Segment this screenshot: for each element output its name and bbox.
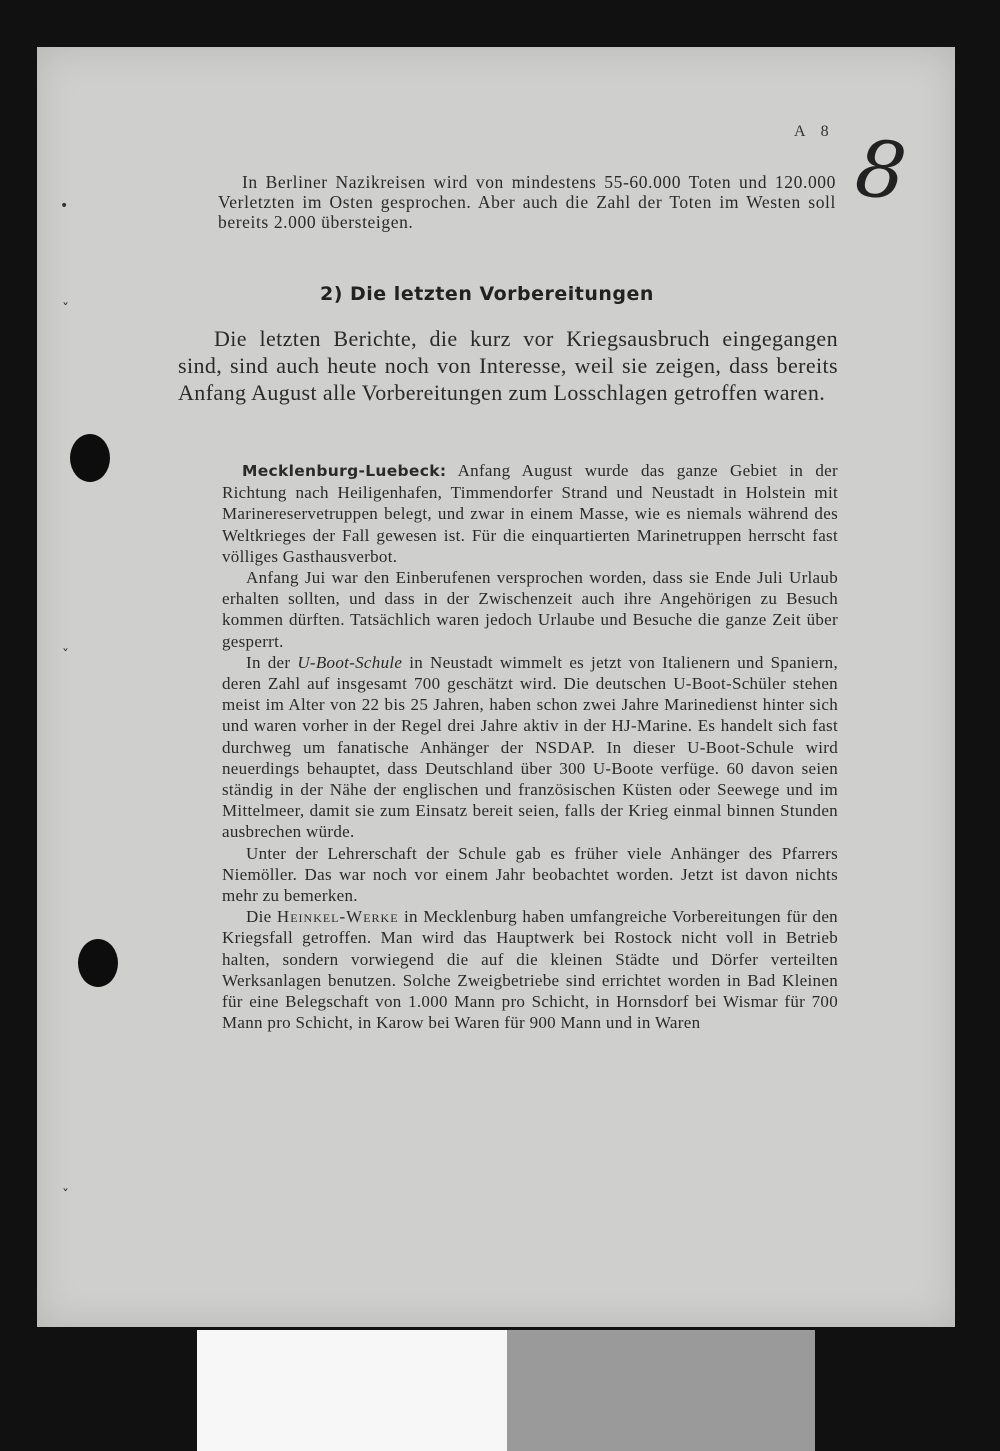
report-paragraph-text: Die bbox=[246, 907, 272, 927]
lead-paragraph: Die letzten Berichte, die kurz vor Kriegsausbruch eingegangen sind, sind auch heute noch von Interesse, weil sie zeigen, dass bereits Anfang August alle Vorbereitungen zum Losschlagen getroffen waren. bbox=[178, 326, 838, 405]
margin-mark: • bbox=[60, 198, 69, 214]
company-name: Heinkel-Werke bbox=[276, 907, 399, 927]
report-paragraph bbox=[222, 460, 838, 567]
region-label: Mecklenburg-Luebeck: bbox=[242, 462, 447, 480]
report-paragraph: Anfang Jui war den Einberufenen versprochen worden, dass sie Ende Juli Urlaub erhalten sollten, und dass in der Zwischenzeit auch ihre Angehörigen zu Besuch kommen dürften. Tatsächlich waren jedoch Urlaube und Besuche die ganze Zeit über gesperrt. bbox=[222, 568, 838, 651]
report-section bbox=[222, 460, 838, 1033]
report-paragraph-text: In der bbox=[246, 652, 291, 672]
margin-mark: ˇ bbox=[62, 302, 69, 318]
report-paragraph-text: Anfang August wurde das ganze Gebiet in der Richtung nach Heiligenhafen, Timmendorfer Strand und Neustadt in Holstein mit Marinereservetruppen belegt, und zwar in einem Masse, wie es niemals während des Weltkrieges der Fall gewesen ist. Für die einquartierten Marinetruppen herrscht fast völliges Gasthausverbot. bbox=[222, 461, 838, 566]
report-paragraph: Unter der Lehrerschaft der Schule gab es früher viele Anhänger des Pfarrers Niemöller. Das war noch vor einem Jahr beobachtet worden. Jetzt ist davon nichts mehr zu bemerken. bbox=[222, 843, 838, 906]
handwritten-page-number: 8 bbox=[851, 123, 911, 219]
margin-mark: ˇ bbox=[62, 1188, 69, 1204]
intro-paragraph: In Berliner Nazikreisen wird von mindestens 55-60.000 Toten und 120.000 Verletzten im Osten gesprochen. Aber auch die Zahl der Toten im Westen soll bereits 2.000 übersteigen. bbox=[218, 172, 836, 232]
section-heading: 2) Die letzten Vorbereitungen bbox=[320, 283, 654, 305]
page-marker: A 8 bbox=[794, 123, 835, 140]
report-paragraph-text: in Mecklenburg haben umfangreiche Vorbereitungen für den Kriegsfall getroffen. Man wird das Hauptwerk bei Rostock nicht voll in Betrieb halten, sondern vorwiegend die auf die kleinen Städte und Dörfer verteilten Werksanlagen benutzen. Solche Zweigbetriebe sind errichtet worden in Bad Kleinen für eine Belegschaft von 1.000 Mann pro Schicht, in Hornsdorf bei Wismar für 700 Mann pro Schicht, in Karow bei Waren für 900 Mann und in Waren bbox=[222, 907, 838, 1033]
calibration-strip-white bbox=[197, 1330, 507, 1451]
margin-mark: ˇ bbox=[62, 648, 69, 664]
report-paragraph-text: in Neustadt wimmelt es jetzt von Italienern und Spaniern, deren Zahl auf insgesamt 700 geschätzt wird. Die deutschen U-Boot-Schüler stehen meist im Alter von 22 bis 25 Jahren, haben schon zwei Jahre Marinedienst hinter sich und waren vorher in der Regel drei Jahre aktiv in der HJ-Marine. Es handelt sich fast durchweg um fanatische Anhänger der NSDAP. In dieser U-Boot-Schule wird neuerdings behauptet, dass Deutschland über 300 U-Boote verfüge. 60 davon seien ständig in der Nähe der englischen und französischen Küsten oder Seewege und im Mittelmeer, damit sie zum Einsatz bereit seien, falls der Krieg einmal binnen Stunden ausbrechen würde. bbox=[222, 652, 839, 842]
school-name: U-Boot-Schule bbox=[297, 652, 403, 672]
report-paragraph bbox=[222, 906, 838, 1033]
report-paragraph bbox=[222, 652, 838, 843]
punch-hole-bottom bbox=[78, 939, 118, 987]
punch-hole-top bbox=[70, 434, 110, 482]
calibration-strip-gray bbox=[507, 1330, 815, 1451]
